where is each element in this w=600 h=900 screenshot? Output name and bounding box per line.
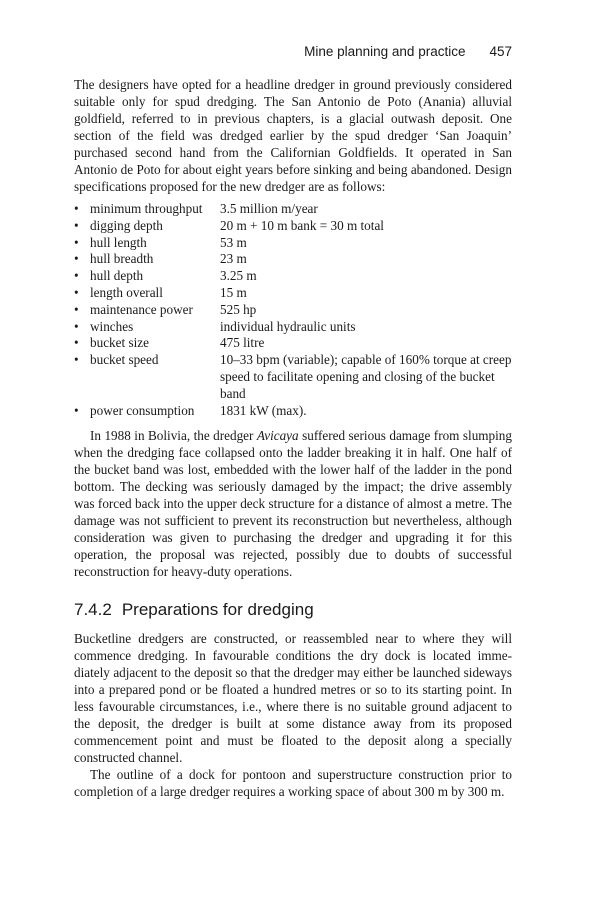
section-title: Preparations for dredging: [121, 600, 314, 620]
spec-label: power consumption: [90, 402, 195, 418]
spec-item: [74, 403, 512, 420]
spec-label: digging depth: [90, 217, 163, 233]
bullet-icon: •: [74, 217, 79, 233]
spec-item: [74, 302, 512, 319]
page-number: 457: [489, 44, 512, 59]
bullet-icon: •: [74, 201, 79, 216]
bullet-icon: •: [74, 352, 79, 368]
dredger-construction-paragraph: Bucketline dredgers are constructed, or reassembled near to where they will commence dredging. In favourable conditions the dry dock is located imme-diately adjacent to the deposit so that the dredger may either be launched sideways into a prepared pond or be floated a hundred metres or so to its starting point. In less favourable circumstances, i.e., where there is no suitable ground adjacent to the deposit, the dredger is built at some distance away from its proposed commencement point and must be floated to the deposit along a specially constructed channel.: [74, 631, 512, 766]
spec-value: individual hydraulic units: [220, 318, 356, 334]
spec-item: [74, 335, 512, 352]
spec-label: minimum throughput: [90, 201, 203, 216]
spec-item: [74, 285, 512, 302]
spec-item: [74, 352, 512, 402]
running-title: Mine planning and practice: [304, 44, 466, 59]
spec-label: bucket size: [90, 335, 149, 351]
intro-paragraph: The designers have opted for a headline dredger in ground previously considered suitable only for spud dredging. The San Antonio de Poto (Anania) alluvial goldfield, referred to in previous chapters, is a glacial outwash deposit. One section of the field was dredged earlier by the spud dredger ‘San Joaquin’ purchased second hand from the Californian Goldfields. It operated in San Antonio de Poto for about eight years before sinking and being abandoned. Design specifications proposed for the new dredger are as follows:: [74, 77, 512, 194]
dock-outline-paragraph: The outline of a dock for pontoon and superstructure construction prior to completion of a large dredger requires a working space of about 300 m by 300 m.: [74, 767, 512, 800]
spec-item: [74, 201, 512, 218]
spec-value: 10–33 bpm (variable); capable of 160% torque at creep speed to facilitate opening and closing of the bucket band: [220, 352, 512, 401]
spec-value: 3.25 m: [220, 268, 257, 284]
bullet-icon: •: [74, 234, 79, 250]
vessel-name: Avicaya: [256, 428, 299, 444]
spec-value: 475 litre: [220, 335, 265, 351]
spec-item: [74, 268, 512, 285]
spec-value: 53 m: [220, 234, 247, 250]
bolivia-text-after: suffered serious damage from slumping when the dredging face collapsed onto the ladder breaking it in half. One half of the bucket band was lost, embedded with the lower half of the ladder in the pond bottom. The decking was seriously damaged by the impact; the drive assembly was forced back into the upper deck structure for a distance of almost a metre. The damage was not sufficient to prevent its reconstruction but nevertheless, although consideration was given to purchasing the dredger and upgrading it for this operation, the proposal was rejected, possibly due to doubts of successful reconstruction for heavy-duty operations.: [74, 428, 512, 580]
spec-value: 15 m: [220, 284, 247, 300]
bolivia-text-before: In 1988 in Bolivia, the dredger: [90, 428, 257, 444]
spec-label: hull depth: [90, 268, 144, 284]
bullet-icon: •: [74, 335, 79, 351]
spec-label: hull length: [90, 234, 147, 250]
spec-item: [74, 218, 512, 235]
spec-label: hull breadth: [90, 251, 154, 267]
spec-value: 1831 kW (max).: [220, 402, 307, 418]
spec-item: [74, 235, 512, 252]
running-header: [304, 44, 512, 59]
spec-value: 525 hp: [220, 301, 257, 317]
bullet-icon: •: [74, 301, 79, 317]
bolivia-paragraph: [74, 427, 512, 580]
spec-item: [74, 251, 512, 268]
spec-label: maintenance power: [90, 301, 193, 317]
spec-item: [74, 319, 512, 336]
section-heading: [74, 600, 512, 620]
bullet-icon: •: [74, 268, 79, 284]
spec-label: winches: [90, 318, 134, 334]
body-text: [74, 76, 512, 800]
spec-value: 3.5 million m/year: [220, 201, 318, 216]
bullet-icon: •: [74, 251, 79, 267]
spec-value: 23 m: [220, 251, 247, 267]
spec-list: [74, 201, 512, 419]
spec-label: bucket speed: [90, 352, 159, 368]
bullet-icon: •: [74, 318, 79, 334]
bullet-icon: •: [74, 402, 79, 418]
bullet-icon: •: [74, 284, 79, 300]
section-number: 7.4.2: [74, 600, 112, 620]
spec-label: length overall: [90, 284, 163, 300]
spec-value: 20 m + 10 m bank = 30 m total: [220, 217, 384, 233]
